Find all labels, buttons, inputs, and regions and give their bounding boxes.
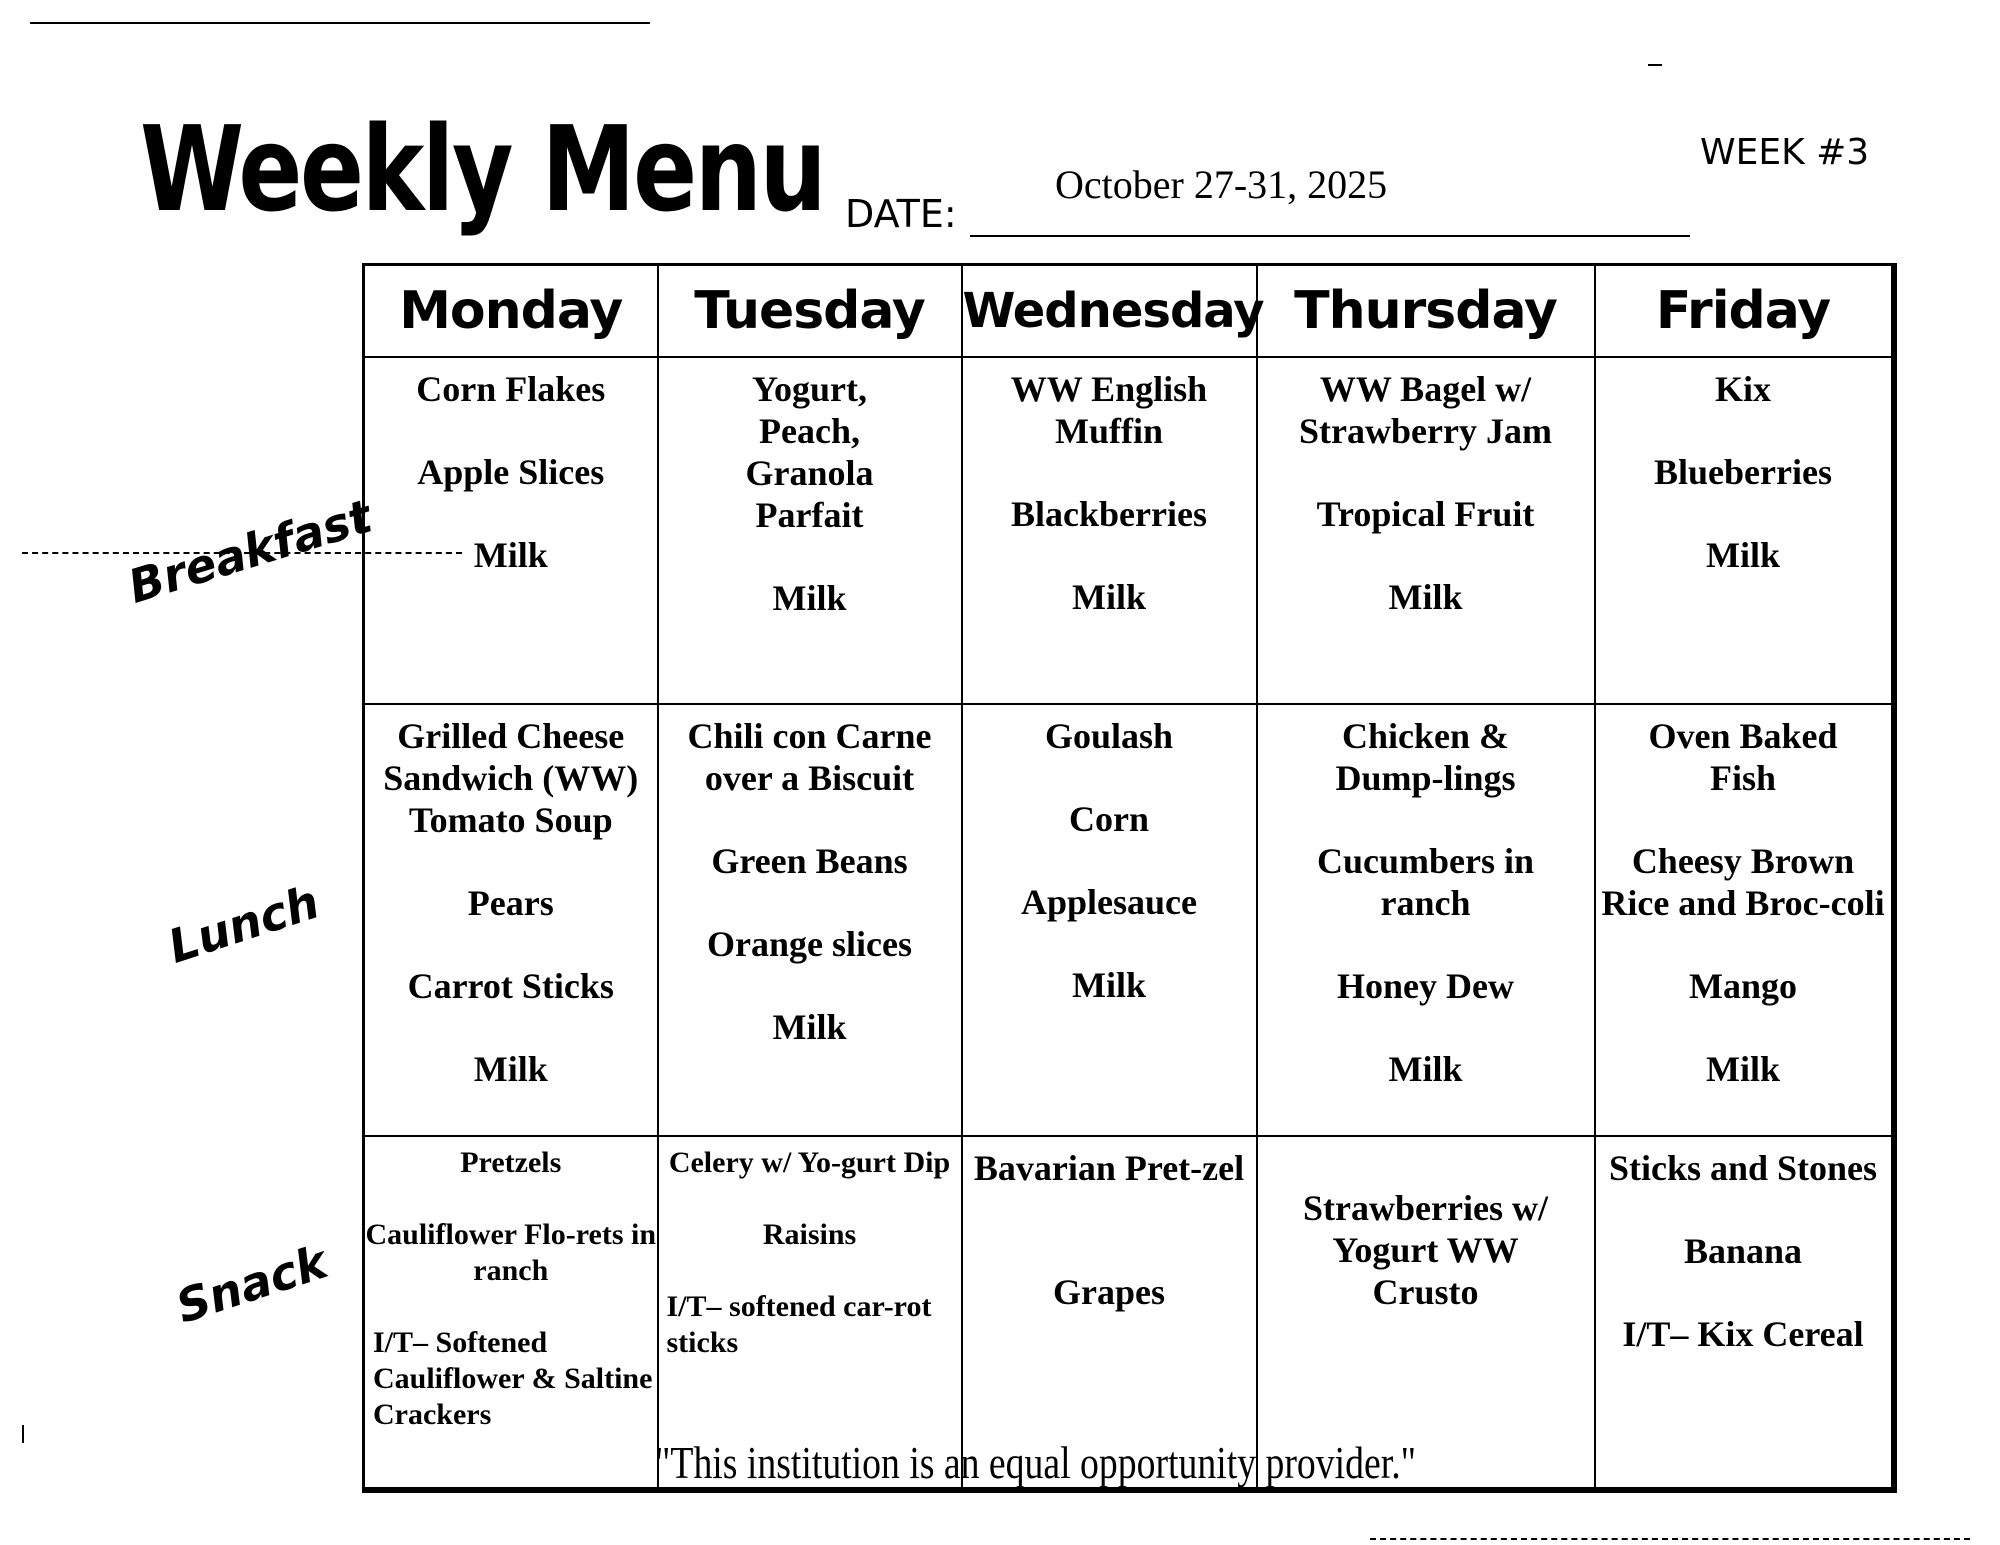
row-label-breakfast: Breakfast bbox=[122, 488, 378, 614]
menu-item: Milk bbox=[473, 1049, 548, 1089]
menu-item: Applesauce bbox=[1020, 882, 1197, 922]
menu-item: Corn bbox=[1069, 799, 1149, 839]
menu-item: Orange slices bbox=[707, 924, 912, 964]
menu-item: Banana bbox=[1683, 1231, 1803, 1271]
lunch-row bbox=[364, 704, 1894, 1136]
menu-item: Green Beans bbox=[711, 841, 908, 881]
menu-item: I/T– Kix Cereal bbox=[1622, 1314, 1864, 1354]
snack-friday bbox=[1595, 1136, 1894, 1490]
menu-item: Raisins bbox=[762, 1218, 857, 1251]
menu-item: Cheesy Brown Rice and Broc-coli bbox=[1601, 841, 1885, 923]
menu-item: Strawberries w/ Yogurt WW Crusto bbox=[1303, 1188, 1548, 1312]
day-header-wednesday: Wednesday bbox=[962, 265, 1257, 358]
menu-item: Milk bbox=[1071, 577, 1146, 617]
menu-item: Milk bbox=[1705, 1049, 1780, 1089]
menu-item: I/T– softened car-rot sticks bbox=[666, 1290, 932, 1359]
menu-item: WW Bagel w/ Strawberry Jam bbox=[1299, 369, 1552, 451]
lunch-monday bbox=[364, 704, 658, 1136]
menu-item: WW English Muffin bbox=[1010, 369, 1208, 451]
menu-item: Tropical Fruit bbox=[1316, 494, 1535, 534]
day-header-tuesday: Tuesday bbox=[658, 265, 962, 358]
menu-item: Grapes bbox=[1053, 1272, 1165, 1312]
lunch-tuesday bbox=[658, 704, 962, 1136]
menu-item: Milk bbox=[1705, 535, 1780, 575]
menu-item: Celery w/ Yo-gurt Dip bbox=[668, 1146, 951, 1179]
menu-item: Tomato Soup bbox=[408, 800, 613, 840]
lunch-thursday bbox=[1257, 704, 1595, 1136]
menu-item: Chili con Carne over a Biscuit bbox=[687, 716, 932, 798]
day-header-friday: Friday bbox=[1595, 265, 1894, 358]
menu-item: Sticks and Stones bbox=[1608, 1148, 1878, 1188]
menu-item: Cucumbers in ranch bbox=[1316, 841, 1535, 923]
menu-item: Milk bbox=[1388, 577, 1463, 617]
menu-item: Milk bbox=[473, 535, 548, 575]
menu-item: I/T– Softened Cauliflower & Saltine Crackers bbox=[373, 1326, 653, 1431]
day-header-monday: Monday bbox=[364, 265, 658, 358]
menu-item: Chicken & Dump-lings bbox=[1335, 716, 1516, 798]
snack-monday bbox=[364, 1136, 658, 1490]
menu-item: Blackberries bbox=[1011, 494, 1207, 534]
breakfast-monday bbox=[364, 357, 658, 704]
week-label: WEEK #3 bbox=[1700, 132, 1870, 173]
menu-item: Carrot Sticks bbox=[407, 966, 614, 1006]
menu-item: Blueberries bbox=[1654, 452, 1832, 492]
scan-mark-right bbox=[1648, 64, 1662, 66]
menu-item: Oven Baked Fish bbox=[1648, 716, 1838, 798]
menu-item: Corn Flakes bbox=[416, 369, 606, 409]
day-header-thursday: Thursday bbox=[1257, 265, 1595, 358]
page-title: Weekly Menu bbox=[140, 100, 825, 238]
menu-item: Bavarian Pret-zel bbox=[973, 1148, 1245, 1188]
breakfast-friday bbox=[1595, 357, 1894, 704]
breakfast-tuesday bbox=[658, 357, 962, 704]
menu-item: Milk bbox=[1071, 965, 1146, 1005]
menu-item: Cauliflower Flo-rets in ranch bbox=[365, 1218, 657, 1287]
date-value: October 27-31, 2025 bbox=[1055, 162, 1388, 207]
day-header-row bbox=[364, 265, 1894, 358]
lunch-friday bbox=[1595, 704, 1894, 1136]
menu-item: Pretzels bbox=[460, 1146, 562, 1179]
row-label-snack: Snack bbox=[169, 1234, 334, 1334]
menu-table bbox=[362, 263, 1897, 1493]
menu-item: Yogurt, Peach, Granola Parfait bbox=[745, 369, 874, 535]
menu-item: Goulash bbox=[1044, 716, 1174, 756]
menu-item: Grilled Cheese Sandwich (WW) bbox=[383, 716, 639, 798]
scan-line-bottom bbox=[1370, 1538, 1970, 1540]
date-underline bbox=[970, 235, 1690, 237]
menu-item: Milk bbox=[1388, 1049, 1463, 1089]
breakfast-thursday bbox=[1257, 357, 1595, 704]
date-label: DATE: bbox=[845, 192, 957, 236]
menu-item: Apple Slices bbox=[417, 452, 605, 492]
menu-item: Mango bbox=[1689, 966, 1797, 1006]
lunch-wednesday bbox=[962, 704, 1257, 1136]
breakfast-row bbox=[364, 357, 1894, 704]
menu-item: Pears bbox=[467, 883, 554, 923]
menu-item: Milk bbox=[772, 578, 847, 618]
row-label-lunch: Lunch bbox=[161, 874, 326, 974]
menu-item: Honey Dew bbox=[1337, 966, 1514, 1006]
menu-item: Milk bbox=[772, 1007, 847, 1047]
breakfast-wednesday bbox=[962, 357, 1257, 704]
scan-line-top bbox=[30, 22, 650, 24]
scan-mark-left bbox=[22, 1425, 24, 1443]
menu-item: Kix bbox=[1714, 369, 1771, 409]
equal-opportunity-statement: "This institution is an equal opportunity provider." bbox=[655, 1437, 1417, 1488]
